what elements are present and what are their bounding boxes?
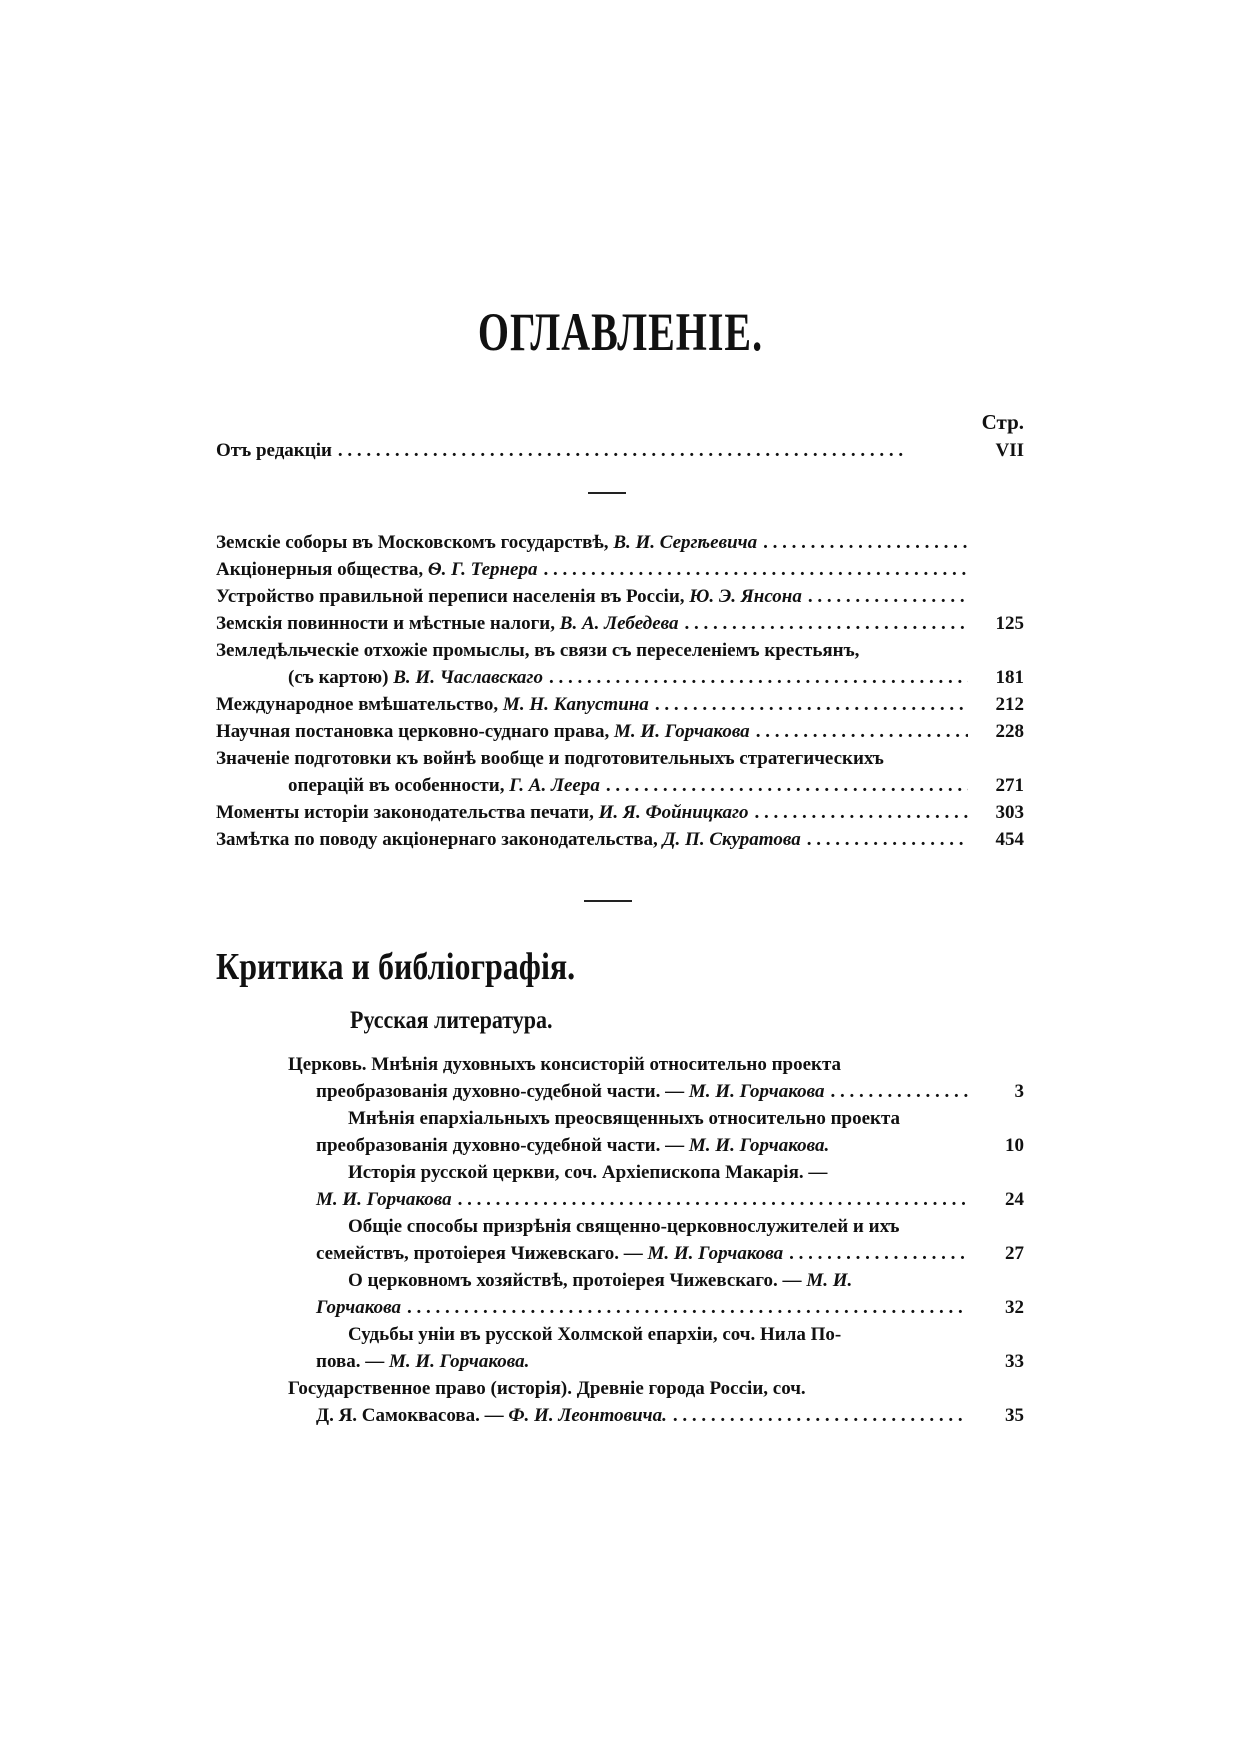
toc-entry-continued bbox=[288, 665, 1024, 691]
entry-page: 35 bbox=[1005, 1405, 1024, 1426]
entry-text: Акціонерныя общества, bbox=[216, 559, 424, 580]
toc-entry-continued bbox=[316, 1349, 1024, 1375]
dot-leader bbox=[600, 773, 968, 799]
toc-entry-continued bbox=[316, 1295, 1024, 1321]
toc-entry bbox=[216, 530, 1024, 556]
entry-author: М. И. Горчакова bbox=[688, 1081, 825, 1102]
subsection-heading: Русская литература. bbox=[350, 1005, 553, 1034]
entry-page: VII bbox=[995, 440, 1024, 461]
dot-leader bbox=[401, 1295, 968, 1321]
entry-page: 271 bbox=[995, 775, 1024, 796]
entry-text: Земскія повинности и мѣстные налоги, bbox=[216, 613, 556, 634]
toc-entry bbox=[216, 800, 1024, 826]
entry-author: Г. А. Леера bbox=[509, 775, 600, 796]
entry-author: М. Н. Капустина bbox=[502, 694, 649, 715]
short-divider bbox=[588, 492, 626, 494]
page-title: ОГЛАВЛЕНІЕ. bbox=[477, 301, 764, 363]
entry-text: Научная постановка церковно-суднаго права, bbox=[216, 721, 610, 742]
entry-author: Горчакова bbox=[316, 1297, 401, 1318]
entry-text: Замѣтка по поводу акціонернаго законодательства, bbox=[216, 829, 658, 850]
toc-entry-continued bbox=[316, 1133, 1024, 1159]
entry-text: Отъ редакціи bbox=[216, 440, 332, 461]
entry-page: 181 bbox=[995, 667, 1024, 688]
toc-entry bbox=[348, 1322, 1024, 1348]
dot-leader bbox=[332, 438, 968, 464]
entry-author: И. Я. Фойницкаго bbox=[598, 802, 749, 823]
dot-leader bbox=[783, 1241, 968, 1267]
dot-leader bbox=[543, 665, 968, 691]
entry-text: Международное вмѣшательство, bbox=[216, 694, 499, 715]
toc-entry bbox=[348, 1106, 1024, 1132]
section-divider bbox=[584, 900, 632, 902]
toc-entry-intro bbox=[216, 438, 1024, 464]
toc-entry bbox=[348, 1214, 1024, 1240]
entry-author: Д. П. Скуратова bbox=[662, 829, 801, 850]
entry-text: семействъ, протоіерея Чижевскаго. — bbox=[316, 1243, 643, 1264]
entry-author: М. И. Горчакова. bbox=[389, 1351, 530, 1372]
entry-text: преобразованія духовно-судебной части. — bbox=[316, 1135, 685, 1156]
entry-author: М. И. Горчакова. bbox=[688, 1135, 830, 1156]
toc-entry-continued bbox=[316, 1403, 1024, 1429]
toc-entry bbox=[288, 1376, 1024, 1402]
entry-text: Общіе способы призрѣнія священно-церковнослужителей и ихъ bbox=[348, 1216, 900, 1237]
page-column-label: Стр. bbox=[981, 410, 1024, 434]
dot-leader bbox=[538, 557, 969, 583]
section-heading: Критика и библіографія. bbox=[216, 944, 576, 988]
entry-text: Устройство правильной переписи населенія въ Россіи, bbox=[216, 586, 685, 607]
entry-text: Земледѣльческіе отхожіе промыслы, въ связи съ переселеніемъ крестьянъ, bbox=[216, 640, 860, 661]
entry-text: Значеніе подготовки къ войнѣ вообще и подготовительныхъ стратегическихъ bbox=[216, 748, 884, 769]
entry-text: Исторія русской церкви, соч. Архіепископа Макарія. — bbox=[348, 1162, 828, 1183]
toc-entry-continued bbox=[288, 773, 1024, 799]
entry-text: Мнѣнія епархіальныхъ преосвященныхъ относительно проекта bbox=[348, 1108, 901, 1129]
entry-text: Моменты исторіи законодательства печати, bbox=[216, 802, 594, 823]
toc-entry bbox=[216, 584, 1024, 610]
entry-page: 33 bbox=[1005, 1351, 1024, 1372]
entry-page: 27 bbox=[1005, 1243, 1024, 1264]
toc-entry bbox=[216, 611, 1024, 637]
entry-text: Д. Я. Самоквасова. — bbox=[316, 1405, 504, 1426]
dot-leader bbox=[802, 584, 968, 610]
toc-entry-continued bbox=[316, 1187, 1024, 1213]
toc-entry bbox=[348, 1160, 1024, 1186]
entry-page: 228 bbox=[995, 721, 1024, 742]
toc-entry bbox=[216, 827, 1024, 853]
toc-entry-continued bbox=[316, 1241, 1024, 1267]
entry-author: Ѳ. Г. Тернера bbox=[427, 559, 538, 580]
toc-entry bbox=[216, 557, 1024, 583]
toc-entry-continued bbox=[316, 1079, 1024, 1105]
dot-leader bbox=[801, 827, 968, 853]
dot-leader bbox=[750, 719, 968, 745]
entry-author: Ю. Э. Янсона bbox=[689, 586, 802, 607]
dot-leader bbox=[825, 1079, 968, 1105]
entry-text: О церковномъ хозяйствѣ, протоіерея Чижевскаго. — bbox=[348, 1270, 802, 1291]
entry-page: 10 bbox=[1005, 1135, 1024, 1156]
entry-text: Судьбы уніи въ русской Холмской епархіи, соч. Нила По- bbox=[348, 1324, 842, 1345]
entry-page: 212 bbox=[995, 694, 1024, 715]
dot-leader bbox=[667, 1403, 968, 1429]
entry-page: 32 bbox=[1005, 1297, 1024, 1318]
toc-entry bbox=[216, 719, 1024, 745]
toc-entry bbox=[348, 1268, 1024, 1294]
entry-page: 454 bbox=[995, 829, 1024, 850]
entry-author: Ф. И. Леонтовича. bbox=[508, 1405, 667, 1426]
entry-author: М. И. Горчакова bbox=[614, 721, 750, 742]
entry-author: В. И. Чаславскаго bbox=[393, 667, 543, 688]
dot-leader bbox=[757, 530, 968, 556]
entry-page: 303 bbox=[995, 802, 1024, 823]
entry-text: Земскіе соборы въ Московскомъ государствѣ, bbox=[216, 532, 609, 553]
entry-text: Церковь. Мнѣнія духовныхъ консисторій относительно проекта bbox=[288, 1054, 842, 1075]
entry-text: пова. — bbox=[316, 1351, 385, 1372]
dot-leader bbox=[679, 611, 969, 637]
toc-entry bbox=[216, 746, 1024, 772]
entry-author: М. И. Горчакова bbox=[647, 1243, 784, 1264]
entry-page: 24 bbox=[1005, 1189, 1024, 1210]
toc-entry bbox=[288, 1052, 1024, 1078]
entry-author: В. И. Сергѣевича bbox=[613, 532, 758, 553]
toc-entry bbox=[216, 692, 1024, 718]
dot-leader bbox=[452, 1187, 968, 1213]
entry-page: 125 bbox=[995, 613, 1024, 634]
entry-author: В. А. Лебедева bbox=[559, 613, 679, 634]
dot-leader bbox=[649, 692, 968, 718]
entry-text: Государственное право (исторія). Древніе города Россіи, соч. bbox=[288, 1378, 806, 1399]
entry-text: преобразованія духовно-судебной части. — bbox=[316, 1081, 685, 1102]
entry-author: М. И. bbox=[806, 1270, 853, 1291]
entry-author: М. И. Горчакова bbox=[316, 1189, 452, 1210]
entry-text: (съ картою) bbox=[288, 667, 389, 688]
entry-page: 3 bbox=[1014, 1081, 1024, 1102]
toc-entry bbox=[216, 638, 1024, 664]
entry-text: операцій въ особенности, bbox=[288, 775, 505, 796]
dot-leader bbox=[749, 800, 968, 826]
